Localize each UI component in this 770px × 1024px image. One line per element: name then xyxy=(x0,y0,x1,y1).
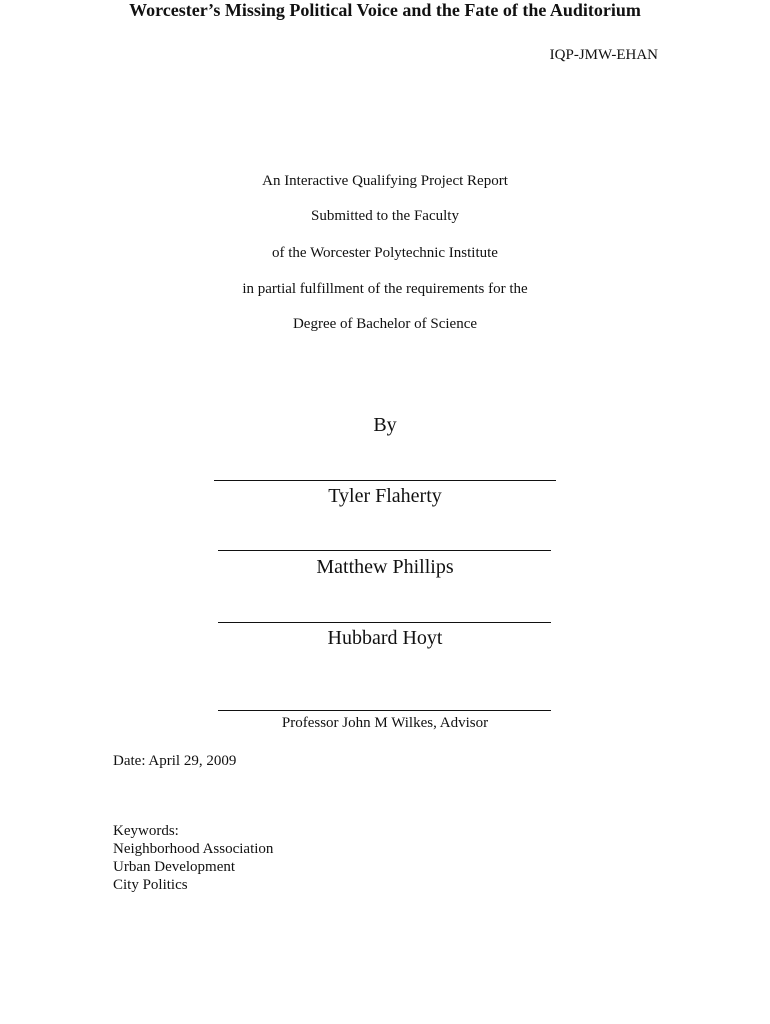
subtitle-line-4: in partial fulfillment of the requirements for the xyxy=(242,281,528,297)
by-label: By xyxy=(373,414,397,436)
keyword-item-2: Urban Development xyxy=(113,859,236,875)
report-id: IQP-JMW-EHAN xyxy=(549,47,658,63)
keyword-item-3: City Politics xyxy=(113,877,188,893)
signature-line-3 xyxy=(218,622,551,623)
advisor-line: Professor John M Wilkes, Advisor xyxy=(281,715,489,731)
subtitle-line-3: of the Worcester Polytechnic Institute xyxy=(272,245,498,261)
author-name-3: Hubbard Hoyt xyxy=(327,627,443,649)
signature-line-1 xyxy=(214,480,556,481)
signature-line-4 xyxy=(218,710,551,711)
date-line: Date: April 29, 2009 xyxy=(113,753,237,769)
keywords-block xyxy=(113,822,273,894)
subtitle-line-5: Degree of Bachelor of Science xyxy=(292,316,478,332)
signature-line-2 xyxy=(218,550,551,551)
page-title: Worcester’s Missing Political Voice and the Fate of the Auditorium xyxy=(129,0,641,20)
author-name-1: Tyler Flaherty xyxy=(328,485,442,507)
keywords-label: Keywords: xyxy=(113,823,179,839)
author-name-2: Matthew Phillips xyxy=(316,556,454,578)
keyword-item-1: Neighborhood Association xyxy=(113,841,274,857)
subtitle-line-2: Submitted to the Faculty xyxy=(311,208,459,224)
subtitle-line-1: An Interactive Qualifying Project Report xyxy=(262,173,508,189)
